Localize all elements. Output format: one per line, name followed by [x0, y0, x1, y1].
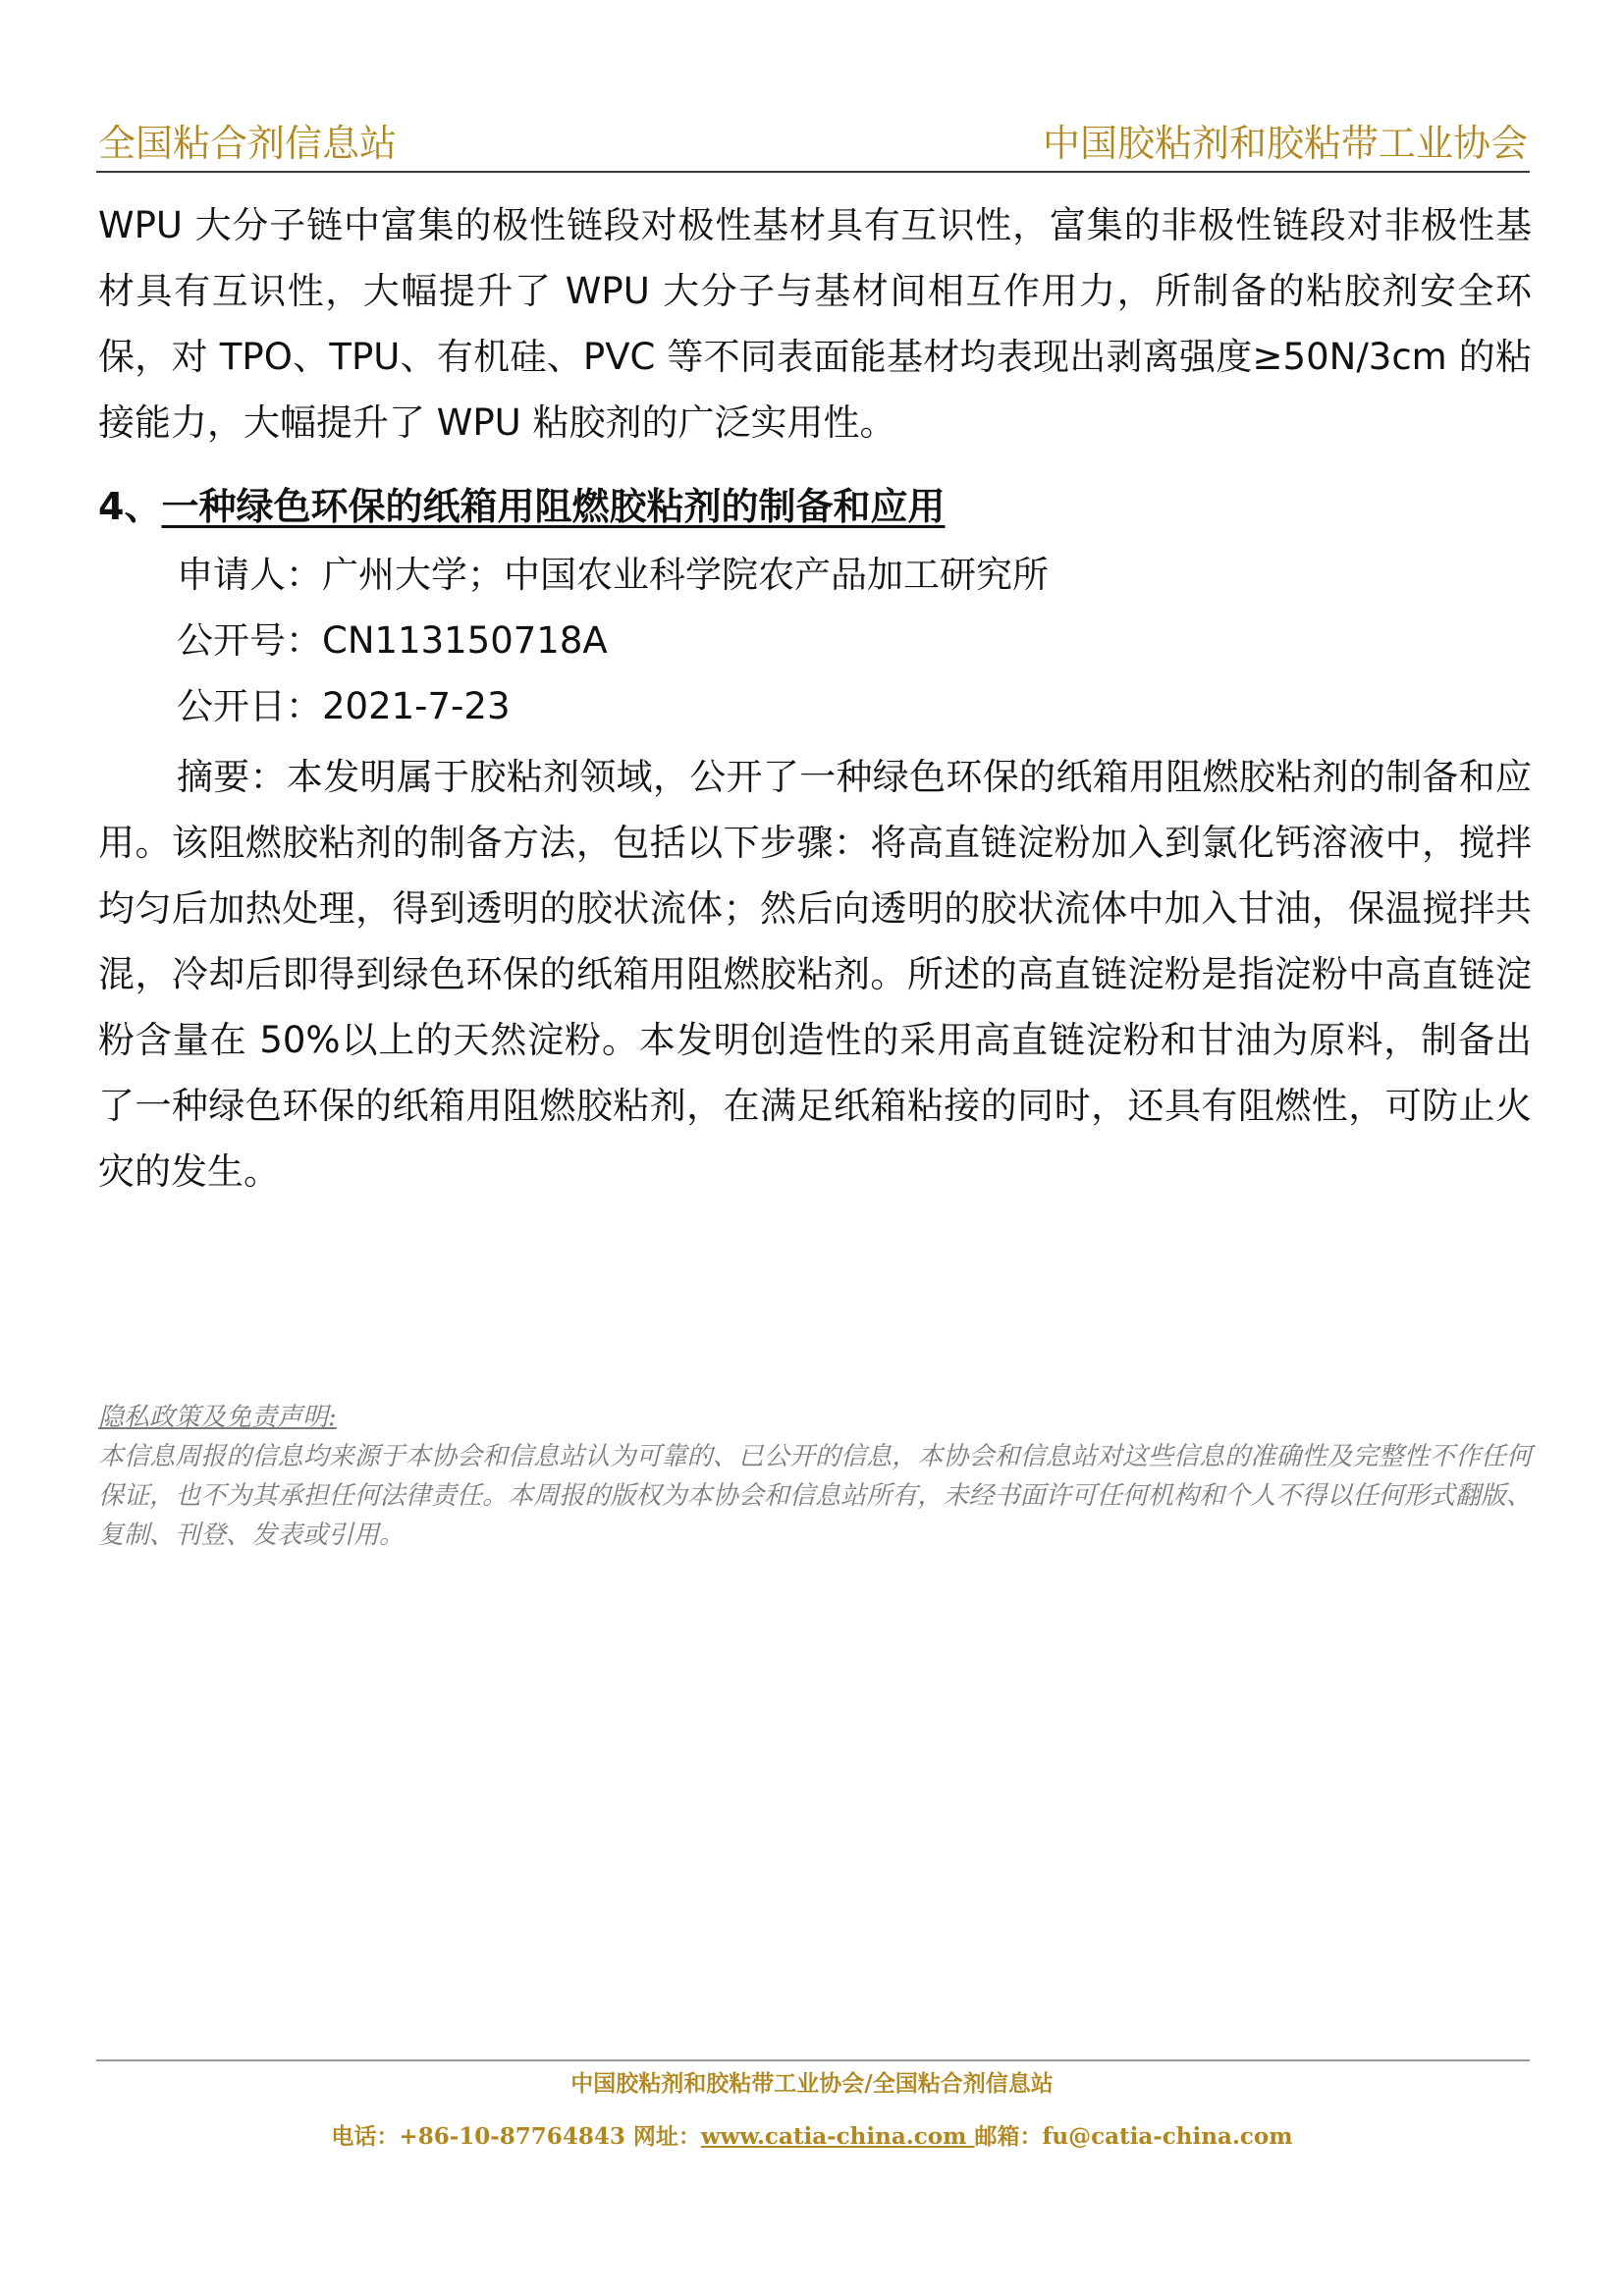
section-title: 一种绿色环保的纸箱用阻燃胶粘剂的制备和应用 — [161, 485, 946, 528]
footer-website-link[interactable]: www.catia-china.com — [700, 2123, 975, 2150]
header-association-name: 中国胶粘剂和胶粘带工业协会 — [1042, 122, 1528, 165]
disclaimer-body: 本信息周报的信息均来源于本协会和信息站认为可靠的、已公开的信息，本协会和信息站对这些信息的准确性及完整性不作任何保证，也不为其承担任何法律责任。本周报的版权为本协会和信息站所有，未经书面许可任何机构和个人不得以任何形式翻版、复制、刊登、发表或引用。 — [98, 1442, 1532, 1550]
footer-email: 邮箱：fu@catia-china.com — [974, 2123, 1293, 2150]
footer-contact — [0, 2120, 1624, 2154]
continued-paragraph: WPU 大分子链中富集的极性链段对极性基材具有互识性，富集的非极性链段对非极性基材具有互识性，大幅提升了 WPU 大分子与基材间相互作用力，所制备的粘胶剂安全环保，对 TPO、TPU、有机硅、PVC 等不同表面能基材均表现出剥离强度≥50N/3cm 的粘接能力，大幅提升了 WPU 粘胶剂的广泛实用性。 — [98, 204, 1532, 444]
applicant-field: 申请人：广州大学；中国农业科学院农产品加工研究所 — [177, 554, 1049, 596]
section-heading — [98, 478, 945, 535]
footer-divider — [96, 2059, 1530, 2061]
disclaimer-title: 隐私政策及免责声明: — [98, 1403, 337, 1432]
page-header — [96, 114, 1530, 173]
header-site-name: 全国粘合剂信息站 — [98, 122, 398, 165]
abstract-paragraph: 摘要：本发明属于胶粘剂领域，公开了一种绿色环保的纸箱用阻燃胶粘剂的制备和应用。该阻燃胶粘剂的制备方法，包括以下步骤：将高直链淀粉加入到氯化钙溶液中，搅拌均匀后加热处理，得到透明的胶状流体；然后向透明的胶状流体中加入甘油，保温搅拌共混，冷却后即得到绿色环保的纸箱用阻燃胶粘剂。所述的高直链淀粉是指淀粉中高直链淀粉含量在 50%以上的天然淀粉。本发明创造性的采用高直链淀粉和甘油为原料，制备出了一种绿色环保的纸箱用阻燃胶粘剂，在满足纸箱粘接的同时，还具有阻燃性，可防止火灾的发生。 — [98, 756, 1532, 1193]
footer-phone: 电话：+86-10-87764843 网址： — [331, 2123, 701, 2150]
footer-organization: 中国胶粘剂和胶粘带工业协会/全国粘合剂信息站 — [570, 2070, 1054, 2097]
publication-date-field: 公开日：2021-7-23 — [177, 685, 511, 727]
publication-number-field: 公开号：CN113150718A — [177, 619, 608, 662]
section-number: 4、 — [98, 485, 162, 528]
disclaimer-block — [98, 1398, 1532, 1555]
